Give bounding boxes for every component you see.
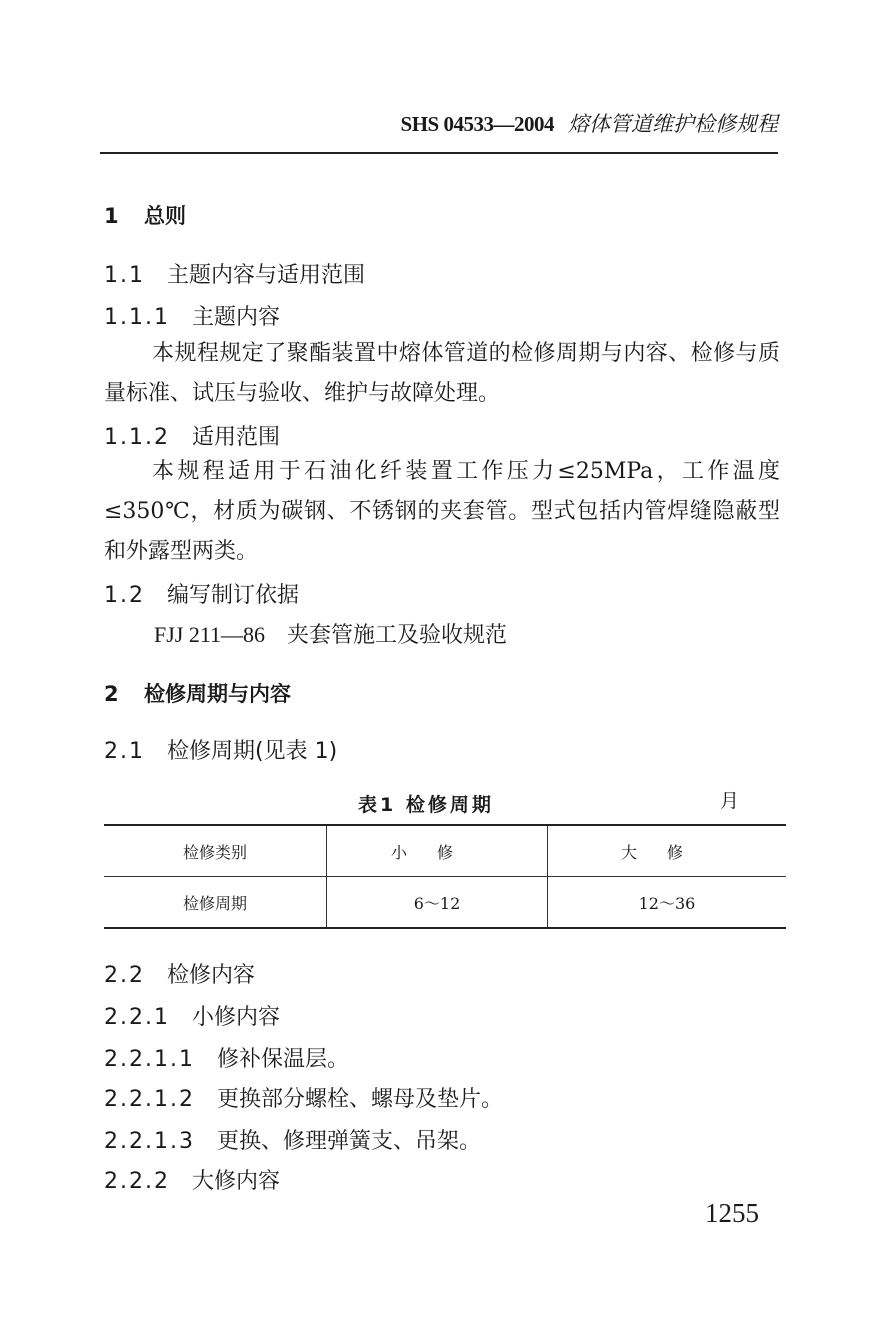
section-2-2-heading — [104, 958, 255, 989]
section-2-2-1-2-heading — [104, 1082, 503, 1113]
section-number: 1.1 — [104, 263, 145, 288]
reference-code: FJJ 211—86 — [154, 622, 266, 647]
section-title: 适用范围 — [191, 425, 280, 450]
section-2-2-2-heading — [104, 1164, 280, 1195]
standard-code: SHS 04533—2004 — [400, 112, 554, 136]
section-title: 检修周期(见表 1) — [167, 739, 338, 764]
page-header — [100, 108, 778, 154]
table-cell: 12～36 — [548, 877, 787, 929]
section-1-1-1-paragraph: 本规程规定了聚酯装置中熔体管道的检修周期与内容、检修与质量标准、试压与验收、维护与故障处理。 — [104, 341, 780, 406]
section-title: 修补保温层。 — [216, 1047, 349, 1072]
section-2-heading — [104, 678, 291, 708]
maintenance-period-table — [104, 824, 786, 929]
header-major-repair: 大修 — [620, 842, 713, 862]
section-number: 2.1 — [104, 739, 145, 764]
section-1-1-1-heading — [104, 300, 280, 331]
section-number: 1.2 — [104, 583, 145, 608]
section-number: 1 — [104, 204, 119, 228]
section-title: 更换部分螺栓、螺母及垫片。 — [216, 1087, 503, 1112]
section-number: 2.2 — [104, 963, 145, 988]
section-title: 大修内容 — [191, 1169, 280, 1194]
table-header-cell — [327, 825, 548, 877]
table-caption: 表1 检修周期 — [358, 794, 494, 816]
table-header-cell — [548, 825, 787, 877]
page-number: 1255 — [705, 1198, 759, 1228]
section-1-1-2-heading — [104, 420, 280, 451]
table-cell: 检修周期 — [104, 877, 327, 929]
section-title: 编写制订依据 — [167, 583, 300, 608]
section-title: 检修周期与内容 — [144, 682, 291, 706]
section-number: 1.1.1 — [104, 305, 170, 330]
section-2-2-1-3-heading — [104, 1124, 481, 1155]
section-title: 检修内容 — [167, 963, 256, 988]
table-header-row — [104, 825, 786, 877]
table-header-cell: 检修类别 — [104, 825, 327, 877]
section-2-2-1-1-heading — [104, 1042, 349, 1073]
reference-title: 夹套管施工及验收规范 — [287, 623, 508, 648]
section-number: 2 — [104, 682, 119, 706]
section-number: 2.2.1.3 — [104, 1129, 195, 1154]
section-number: 2.2.2 — [104, 1169, 170, 1194]
section-1-2-heading — [104, 578, 299, 609]
table-unit: 月 — [720, 790, 740, 812]
section-2-1-heading — [104, 734, 337, 765]
reference-standard — [154, 618, 507, 649]
table-row — [104, 877, 786, 929]
section-title: 小修内容 — [191, 1005, 280, 1030]
section-1-1-heading — [104, 258, 365, 289]
section-title: 主题内容 — [191, 305, 280, 330]
section-title: 总则 — [144, 204, 186, 228]
section-number: 2.2.1.1 — [104, 1047, 195, 1072]
section-number: 2.2.1 — [104, 1005, 170, 1030]
section-title: 主题内容与适用范围 — [167, 263, 366, 288]
section-1-1-2-paragraph: 本规程适用于石油化纤装置工作压力≤25MPa，工作温度≤350℃，材质为碳钢、不锈钢的夹套管。型式包括内管焊缝隐蔽型和外露型两类。 — [104, 459, 780, 564]
section-title: 更换、修理弹簧支、吊架。 — [216, 1129, 481, 1154]
section-number: 2.2.1.2 — [104, 1087, 195, 1112]
table-cell: 6～12 — [327, 877, 548, 929]
header-minor-repair: 小修 — [390, 842, 483, 862]
section-2-2-1-heading — [104, 1000, 280, 1031]
section-number: 1.1.2 — [104, 425, 170, 450]
document-title: 熔体管道维护检修规程 — [568, 112, 778, 136]
section-1-heading — [104, 200, 186, 230]
